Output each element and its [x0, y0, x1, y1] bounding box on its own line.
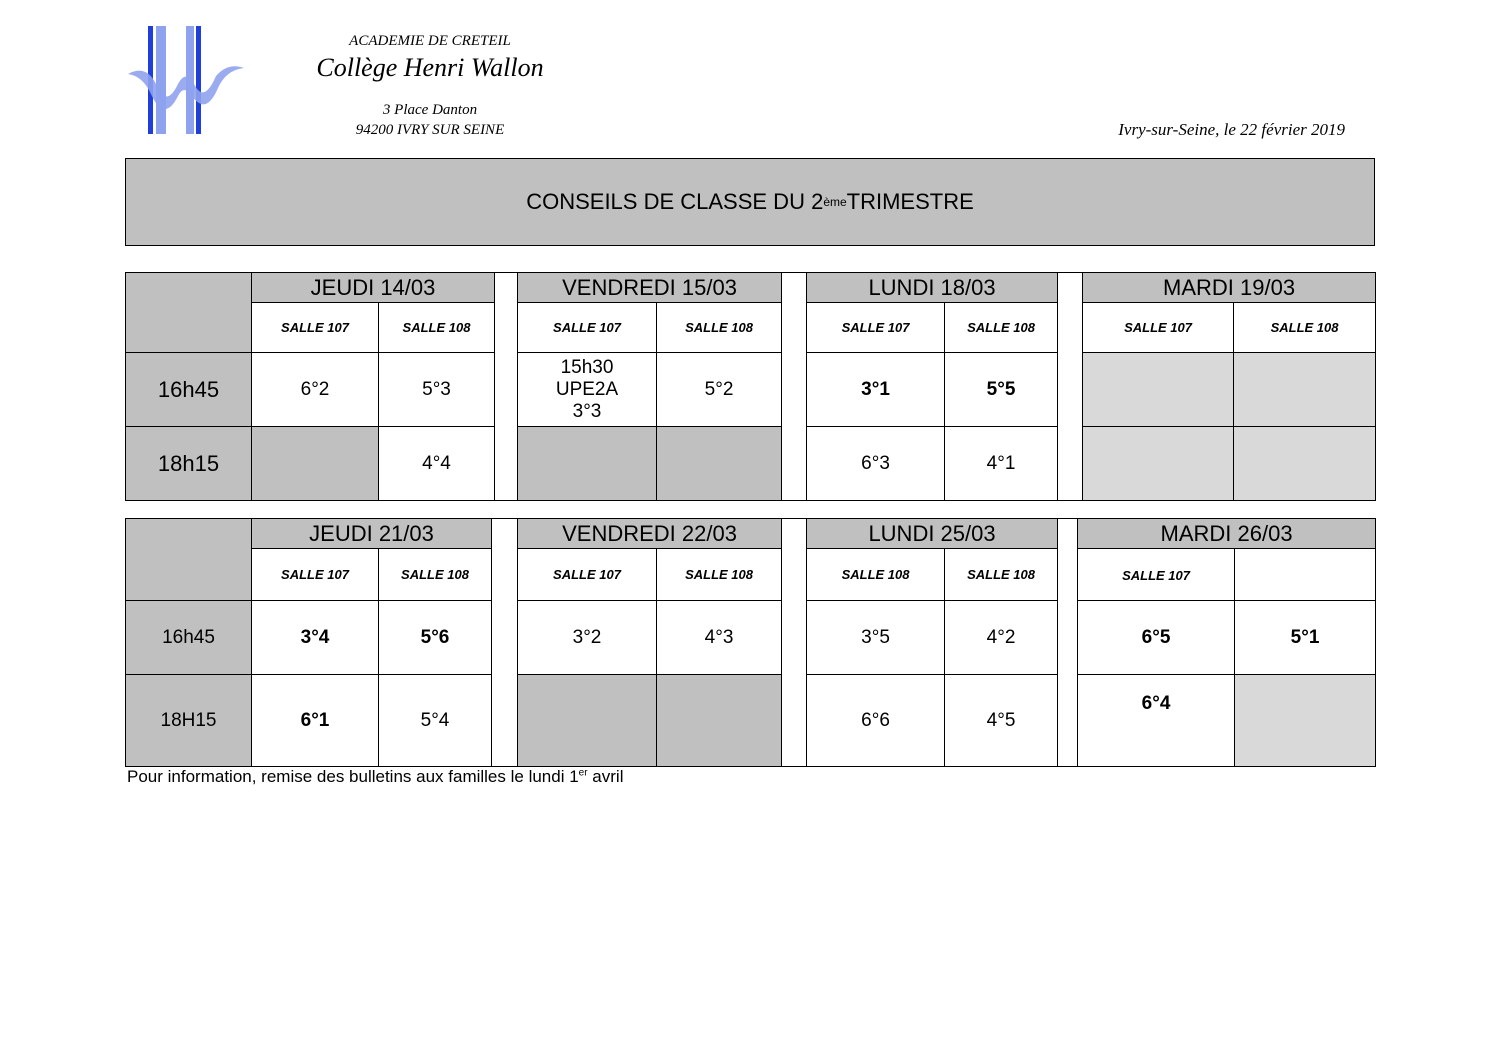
- class-cell: 3°2: [518, 601, 657, 675]
- footer-end: avril: [587, 767, 624, 786]
- empty-cell: [1083, 353, 1234, 427]
- class-cell: 5°6: [379, 601, 492, 675]
- title-sup: ème: [823, 195, 847, 209]
- room-label: SALLE 107: [252, 303, 379, 353]
- address-line-2: 94200 IVRY SUR SEINE: [355, 122, 505, 138]
- class-cell: 5°1: [1235, 601, 1376, 675]
- day-header: VENDREDI 22/03: [518, 519, 782, 549]
- empty-cell: [1234, 427, 1376, 501]
- class-cell: 3°4: [252, 601, 379, 675]
- class-cell: 4°5: [945, 675, 1058, 767]
- title-main: CONSEILS DE CLASSE DU 2: [526, 189, 824, 214]
- empty-cell: [1083, 427, 1234, 501]
- corner-cell: [126, 273, 252, 353]
- class-cell: 6°5: [1078, 601, 1235, 675]
- academie-label: ACADEMIE DE CRETEIL: [349, 33, 511, 49]
- title-end: TRIMESTRE: [846, 189, 974, 214]
- room-label: SALLE 107: [252, 549, 379, 601]
- class-cell: 4°3: [657, 601, 782, 675]
- room-label: SALLE 108: [1234, 303, 1376, 353]
- class-line: UPE2A: [555, 378, 619, 400]
- gap-column: [782, 519, 807, 767]
- room-label: SALLE 108: [379, 303, 495, 353]
- gap-column: [492, 519, 518, 767]
- class-cell: 5°3: [379, 353, 495, 427]
- schedule-week-2: [125, 518, 1376, 767]
- day-header: MARDI 26/03: [1078, 519, 1376, 549]
- class-cell: 6°6: [807, 675, 945, 767]
- day-header: MARDI 19/03: [1083, 273, 1376, 303]
- class-cell: 4°4: [379, 427, 495, 501]
- schedule-week-1: [125, 272, 1376, 501]
- room-label: SALLE 108: [945, 549, 1058, 601]
- room-label: SALLE 108: [657, 549, 782, 601]
- room-label: SALLE 107: [1083, 303, 1234, 353]
- empty-cell: [657, 427, 782, 501]
- room-label: SALLE 107: [807, 303, 945, 353]
- class-cell: 5°4: [379, 675, 492, 767]
- gap-column: [1058, 519, 1078, 767]
- room-label: SALLE 108: [945, 303, 1058, 353]
- gap-column: [495, 273, 518, 501]
- room-label: SALLE 108: [379, 549, 492, 601]
- day-header: JEUDI 21/03: [252, 519, 492, 549]
- empty-cell: [1235, 549, 1376, 601]
- gap-column: [782, 273, 807, 501]
- document-date: Ivry-sur-Seine, le 22 février 2019: [1118, 120, 1345, 139]
- class-cell: 5°5: [945, 353, 1058, 427]
- corner-cell: [126, 519, 252, 601]
- empty-cell: [657, 675, 782, 767]
- class-cell: 4°1: [945, 427, 1058, 501]
- address-line-1: 3 Place Danton: [382, 102, 478, 118]
- college-logo: [126, 24, 246, 138]
- day-header: LUNDI 18/03: [807, 273, 1058, 303]
- day-header: JEUDI 14/03: [252, 273, 495, 303]
- class-cell: 6°3: [807, 427, 945, 501]
- room-label: SALLE 107: [1078, 549, 1235, 601]
- empty-cell: [1234, 353, 1376, 427]
- footer-note: [127, 767, 623, 787]
- empty-cell: [518, 427, 657, 501]
- empty-cell: [1235, 675, 1376, 767]
- empty-cell: [252, 427, 379, 501]
- page-title: [125, 158, 1375, 246]
- college-name: Collège Henri Wallon: [316, 53, 544, 82]
- footer-text: Pour information, remise des bulletins aux familles le lundi 1: [127, 767, 579, 786]
- class-cell: 6°1: [252, 675, 379, 767]
- time-slot: 16h45: [126, 353, 252, 427]
- class-line: 3°3: [572, 400, 602, 422]
- room-label: SALLE 108: [807, 549, 945, 601]
- class-line: 15h30: [560, 356, 614, 378]
- class-cell: 4°2: [945, 601, 1058, 675]
- time-slot: 18h15: [126, 427, 252, 501]
- class-cell: 3°5: [807, 601, 945, 675]
- day-header: VENDREDI 15/03: [518, 273, 782, 303]
- room-label: SALLE 107: [518, 303, 657, 353]
- class-cell: 6°2: [252, 353, 379, 427]
- empty-cell: [518, 675, 657, 767]
- class-cell: 6°4: [1078, 675, 1235, 767]
- class-cell-upe2a: [518, 353, 657, 427]
- room-label: SALLE 108: [657, 303, 782, 353]
- time-slot: 16h45: [126, 601, 252, 675]
- gap-column: [1058, 273, 1083, 501]
- class-cell: 3°1: [807, 353, 945, 427]
- footer-sup: er: [578, 767, 588, 779]
- room-label: SALLE 107: [518, 549, 657, 601]
- class-cell: 5°2: [657, 353, 782, 427]
- time-slot: 18H15: [126, 675, 252, 767]
- day-header: LUNDI 25/03: [807, 519, 1058, 549]
